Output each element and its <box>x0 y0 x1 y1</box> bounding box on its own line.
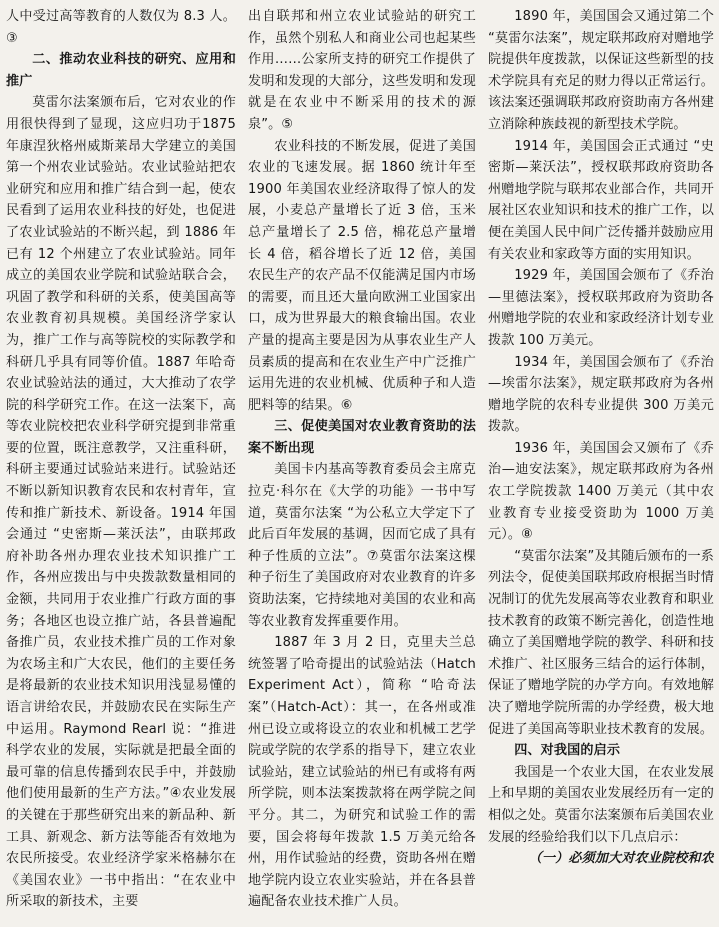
paragraph: 1934 年，美国国会颁布了《乔治—埃雷尔法案》，规定联邦政府为各州赠地学院的农科专业提供 300 万美元拨款。 <box>488 354 714 435</box>
paragraph: 1890 年，美国国会又通过第二个 “莫雷尔法案”，规定联邦政府对赠地学院提供年度拨款，以保证这些新型的技术学院具有充足的财力得以正常运行。该法案还强调联邦政府资助南方各州建立消除种族歧视的新型技术学院。 <box>488 9 714 132</box>
section-heading-3: 三、促使美国对农业教育资助的法案不断出现 <box>248 419 476 456</box>
column-left <box>6 6 236 913</box>
subsection-heading: （一）必须加大对农业院校和农 <box>528 851 714 867</box>
paragraph: “莫雷尔法案”及其随后颁布的一系列法令，促使美国联邦政府根据当时情况制订的优先发展高等农业教育和职业技术教育的政策不断完善化，创造性地确立了美国赠地学院的教学、科研和技术推广、社区服务三结合的运行体制，保证了赠地学院的办学方向。有效地解决了赠地学院所需的办学经费，极大地促进了美国高等职业技术教育的发展。 <box>488 548 714 737</box>
paragraph: 1936 年，美国国会又颁布了《乔治—迪安法案》，规定联邦政府为各州农工学院拨款 1400 万美元（其中农业教育专业接受资助为 1000 万美元）。⑧ <box>488 440 714 543</box>
paragraph: 1914 年，美国国会正式通过 “史密斯—莱沃法”，授权联邦政府资助各州赠地学院与联邦农业部合作，共同开展社区农业知识和技术的推广工作，以便在美国人民中间广泛传播并鼓励应用有关农业和家政等方面的实用知识。 <box>488 138 714 262</box>
paragraph: 人中受过高等教育的人数仅为 8.3 人。③ <box>6 9 236 46</box>
paragraph: 莫雷尔法案颁布后，它对农业的作用很快得到了显现，这应归功于1875 年康涅狄格州威斯莱昂大学建立的美国第一个州农业试验站。农业试验站把农业研究和应用和推广结合到一起，使农民看到了运用农业科技的好处，也促进了农业试验站的不断兴起，到 1886 年已有 12 个州建立了农业试验站。同年成立的美国农业学院和试验站联合会，巩固了教学和科研的关系，使美国高等农业教育初具规模。美国经济学家认为，推广工作与高等院校的实际教学和科研几乎具有同等价值。1887 年哈奇农业试验站法的通过，大大推动了农学院的科学研究工作。在这一法案下，高等农业院校把农业科学研究提到非常重要的位置，既注意教学，又注重科研，科研主要通过试验站来进行。试验站还不断以新知识教育农民和农村青年，宣传和推广新技术、新设备。1914 年国会通过 “史密斯—莱沃法”，由联邦政府补助各州办理农业技术知识推广工作，各州应拨出与中央拨款数量相同的金额，共同用于农业推广行政方面的事务；各地区也设立推广站，各县普遍配备推广员，农业技术推广员的工作对象为农场主和广大农民，他们的主要任务是将最新的农业技术知识用浅显易懂的语言讲给农民，并鼓励农民在实际生产中运用。Raymond Rearl 说：“推进科学农业的发展，实际就是把最全面的最可靠的信息传播到农民手中，并鼓励他们使用最新的生产方法。”④农业发展的关键在于那些研究出来的新品种、新工具、新观念、新方法等能否有效地为农民所接受。农业经济学家米格赫尔在《美国农业》一书中指出：“在农业中所采取的新技术，主要 <box>6 95 236 910</box>
paragraph: 1887 年 3 月 2 日，克里夫兰总统签署了哈奇提出的试验站法（Hatch Experiment Act），简称 “哈奇法案”（Hatch-Act）：其一，在各州或准州已设立或将设立的农业和机械工艺学院或学院的农学系的指导下，建立农业试验站，建立试验站的州已有或将有两所学院，则本法案拨款将在两学院之间平分。其二，为研究和试验工作的需要，国会将每年拨款 1.5 万美元给各州，用作试验站的经费，资助各州在赠地学院内设立农业实验站，并在各县普遍配备农业技术推广人员。 <box>248 635 476 910</box>
section-heading-4: 四、对我国的启示 <box>514 743 621 759</box>
column-middle <box>248 6 476 913</box>
paragraph: 美国卡内基高等教育委员会主席克拉克·科尔在《大学的功能》一书中写道，莫雷尔法案 “为公私立大学定下了此后百年发展的基调，因而它成了具有种子性质的立法”。⑦莫雷尔法案这棵种子衍生了美国政府对农业教育的许多资助法案，它持续地对美国的农业和高等农业教育发挥重要作用。 <box>248 462 476 629</box>
column-right <box>488 6 714 870</box>
section-heading-2: 二、推动农业科技的研究、应用和推广 <box>6 52 236 89</box>
paragraph: 农业科技的不断发展，促进了美国农业的飞速发展。据 1860 统计年至 1900 年美国农业经济取得了惊人的发展，小麦总产量增长了近 3 倍，玉米总产量增长了 2.5 倍，棉花总产量增长 4 倍，稻谷增长了近 12 倍，美国农民生产的农产品不仅能满足国内市场的需要，而且还大量向欧洲工业国家出口，成为世界最大的粮食输出国。农业产量的提高主要是因为从事农业生产人员素质的提高和在农业生产中广泛推广运用先进的农业机械、优质种子和人造肥料等的结果。⑥ <box>248 138 476 413</box>
paragraph: 我国是一个农业大国，在农业发展上和早期的美国农业发展经历有一定的相似之处。莫雷尔法案颁布后美国农业发展的经验给我们以下几点启示： <box>488 764 714 845</box>
paragraph: 1929 年，美国国会颁布了《乔治—里德法案》，授权联邦政府为资助各州赠地学院的农业和家政经济计划专业拨款 100 万美元。 <box>488 268 714 348</box>
paragraph: 出自联邦和州立农业试验站的研究工作，虽然个别私人和商业公司也起某些作用……公家所支持的研究工作提供了发明和发现的大部分，这些发明和发现就是在农业中不断采用的技术的源泉”。⑤ <box>248 9 476 132</box>
